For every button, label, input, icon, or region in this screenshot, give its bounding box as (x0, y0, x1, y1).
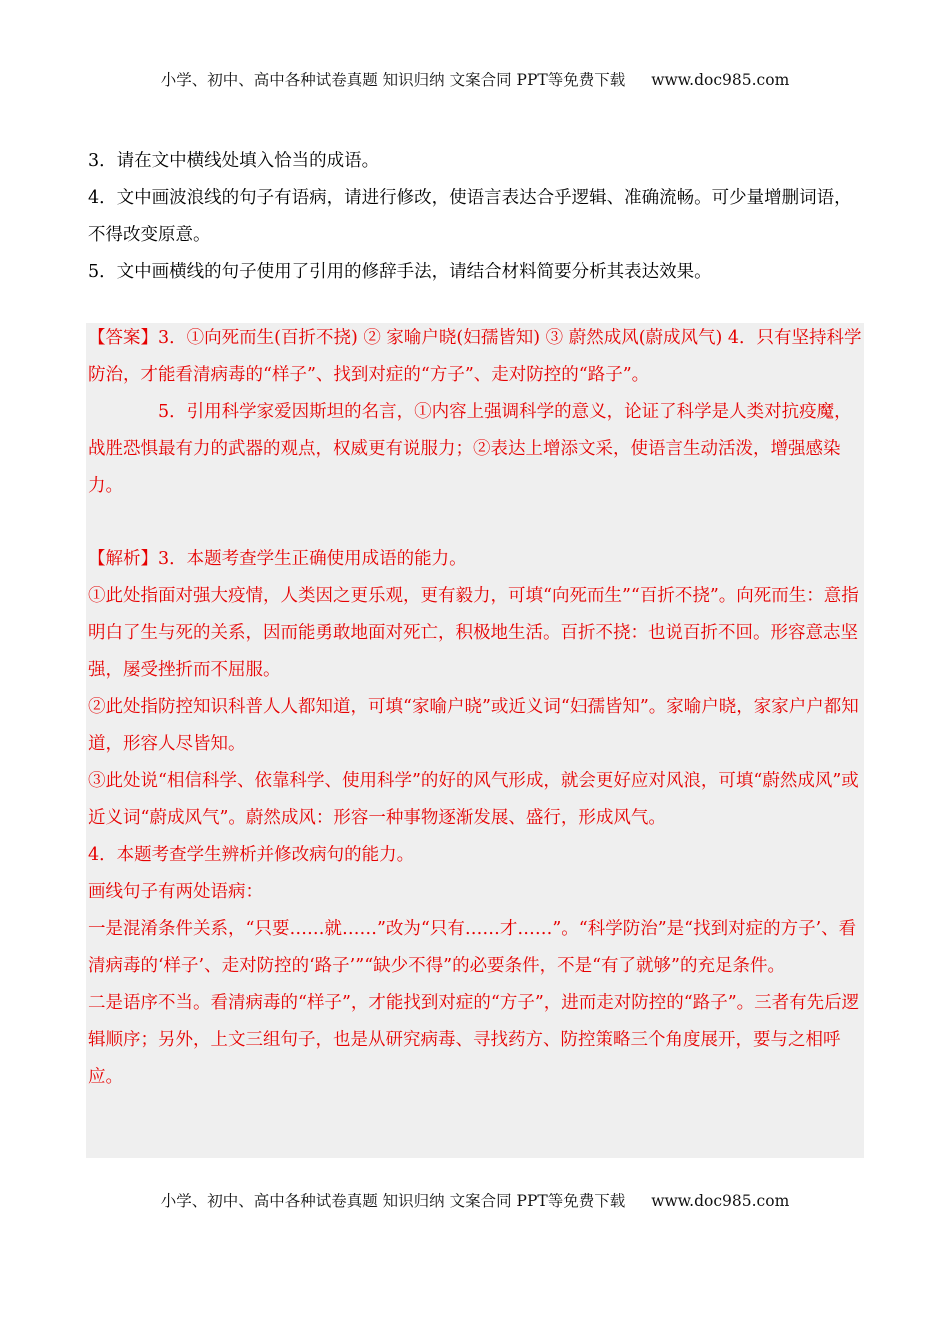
answer-paragraph-1 (88, 320, 866, 394)
analysis-section (88, 541, 866, 1096)
header-text: 小学、初中、高中各种试卷真题 知识归纳 文案合同 PPT等免费下载 (160, 71, 626, 89)
answer-paragraph-2: 5．引用科学家爱因斯坦的名言，①内容上强调科学的意义，论证了科学是人类对抗疫魔，战胜恐惧最有力的武器的观点，权威更有说服力；②表达上增添文采，使语言生动活泼，增强感染力。 (88, 402, 852, 496)
analysis-line-7: 二是语序不当。看清病毒的“样子”，才能找到对症的“方子”，进而走对防控的“路子”。三者有先后逻辑顺序；另外，上文三组句子，也是从研究病毒、寻找药方、防控策略三个角度展开，要与之相呼应。 (88, 993, 860, 1087)
header-url[interactable]: www.doc985.com (651, 71, 790, 89)
analysis-line-5: 画线句子有两处语病： (88, 882, 263, 902)
analysis-line-6: 一是混淆条件关系，“只要……就……”改为“只有……才……”。“科学防治”是“找到对症的方子’、看清病毒的‘样子’、走对防控的‘路子’”“缺少不得”的必要条件，不是“有了就够”的充足条件。 (88, 919, 857, 976)
analysis-heading (88, 541, 866, 578)
page-header (0, 68, 950, 90)
analysis-line-4: 4．本题考查学生辨析并修改病句的能力。 (88, 845, 415, 865)
questions-section (88, 143, 868, 291)
answer-part-1: 3．①向死而生(百折不挠) ② 家喻户晓(妇孺皆知) ③ 蔚然成风(蔚成风气) 4．只有坚持科学防治，才能看清病毒的“样子”、找到对症的“方子”、走对防控的“路子”。 (88, 328, 862, 385)
footer-url[interactable]: www.doc985.com (651, 1192, 790, 1210)
analysis-first: 3．本题考查学生正确使用成语的能力。 (158, 549, 467, 569)
question-4: 4．文中画波浪线的句子有语病，请进行修改，使语言表达合乎逻辑、准确流畅。可少量增删词语，不得改变原意。 (88, 188, 852, 245)
footer-text: 小学、初中、高中各种试卷真题 知识归纳 文案合同 PPT等免费下载 (160, 1192, 626, 1210)
analysis-tag: 【解析】 (88, 549, 158, 569)
question-3: 3．请在文中横线处填入恰当的成语。 (88, 151, 380, 171)
answer-tag: 【答案】 (88, 328, 158, 348)
analysis-line-2: ②此处指防控知识科普人人都知道，可填“家喻户晓”或近义词“妇孺皆知”。家喻户晓，家家户户都知道，形容人尽皆知。 (88, 697, 859, 754)
question-5: 5．文中画横线的句子使用了引用的修辞手法，请结合材料简要分析其表达效果。 (88, 262, 712, 282)
analysis-line-3: ③此处说“相信科学、依靠科学、使用科学”的好的风气形成，就会更好应对风浪，可填“蔚然成风”或近义词“蔚成风气”。蔚然成风：形容一种事物逐渐发展、盛行，形成风气。 (88, 771, 859, 828)
page-footer (0, 1189, 950, 1211)
analysis-line-1: ①此处指面对强大疫情，人类因之更乐观，更有毅力，可填“向死而生”“百折不挠”。向死而生：意指明白了生与死的关系，因而能勇敢地面对死亡，积极地生活。百折不挠：也说百折不回。形容意志坚强，屡受挫折而不屈服。 (88, 586, 859, 680)
answer-section (88, 320, 866, 505)
